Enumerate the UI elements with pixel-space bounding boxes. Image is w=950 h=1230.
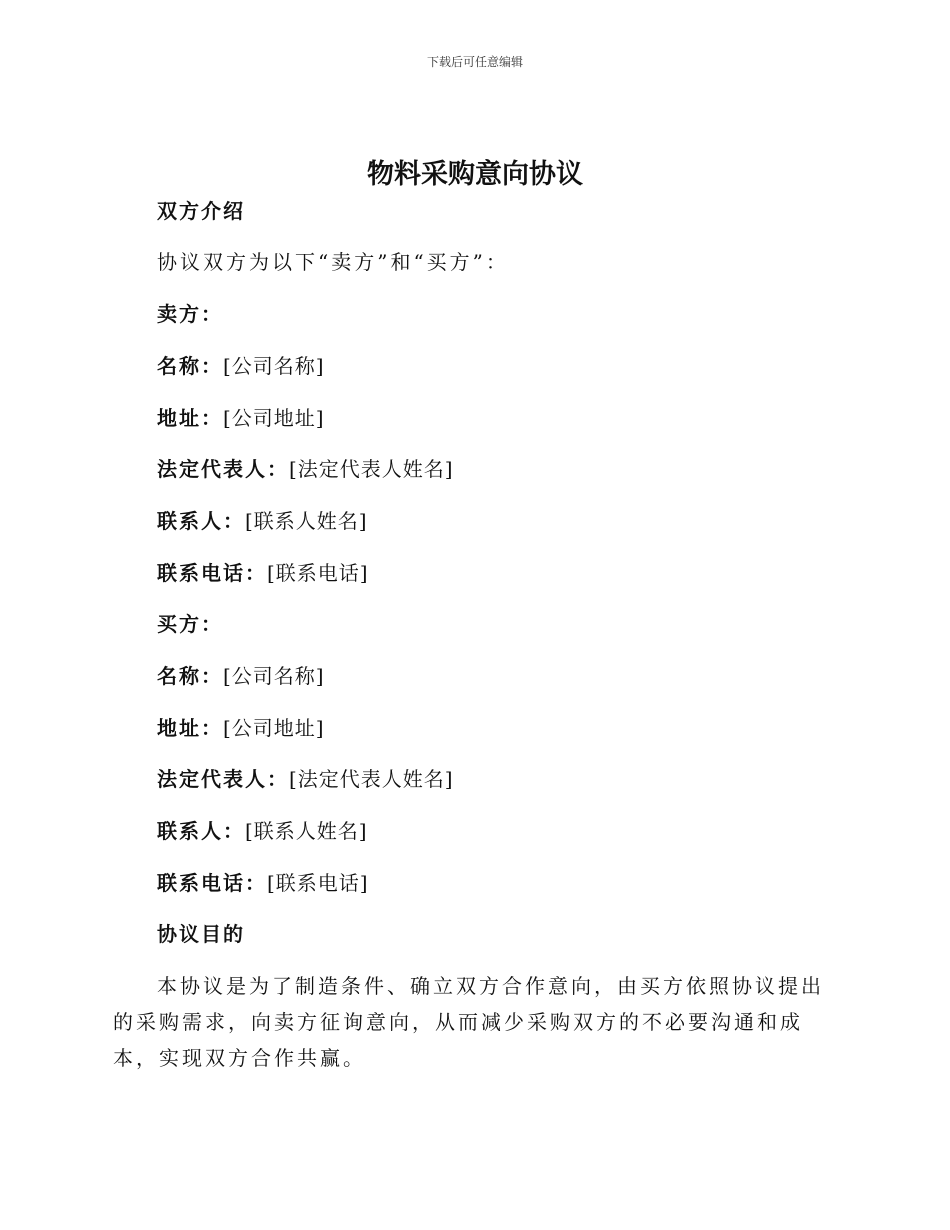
seller-rep-value: [法定代表人姓名] [289,457,454,481]
buyer-address-value: [公司地址] [223,716,325,740]
buyer-rep-row [157,765,454,793]
seller-contact-row [157,507,368,535]
buyer-rep-value: [法定代表人姓名] [289,767,454,791]
seller-phone-value: [联系电话] [267,561,369,585]
buyer-phone-row [157,869,369,897]
seller-name-value: [公司名称] [223,354,325,378]
seller-rep-row [157,455,454,483]
buyer-address-label: 地址： [157,716,223,740]
buyer-contact-value: [联系人姓名] [245,819,368,843]
seller-address-label: 地址： [157,406,223,430]
seller-rep-label: 法定代表人： [157,457,289,481]
section-heading-parties: 双方介绍 [157,199,245,223]
buyer-contact-label: 联系人： [157,819,245,843]
seller-name-label: 名称： [157,354,223,378]
buyer-name-value: [公司名称] [223,664,325,688]
purpose-paragraph: 本协议是为了制造条件、确立双方合作意向，由买方依照协议提出的采购需求，向卖方征询意向，从而减少采购双方的不必要沟通和成本，实现双方合作共赢。 [113,974,824,1070]
buyer-heading: 买方： [157,612,223,636]
buyer-phone-label: 联系电话： [157,871,267,895]
seller-address-value: [公司地址] [223,406,325,430]
buyer-contact-row [157,817,368,845]
buyer-phone-value: [联系电话] [267,871,369,895]
intro-text: 协议双方为以下“卖方”和“买方”： [157,250,509,274]
section-heading-purpose: 协议目的 [157,922,245,946]
buyer-rep-label: 法定代表人： [157,767,289,791]
seller-contact-label: 联系人： [157,509,245,533]
seller-phone-label: 联系电话： [157,561,267,585]
page-header-note: 下载后可任意编辑 [426,55,523,69]
seller-heading: 卖方： [157,302,223,326]
document-title: 物料采购意向协议 [367,159,583,190]
buyer-address-row [157,714,325,742]
seller-address-row [157,404,325,432]
buyer-name-label: 名称： [157,664,223,688]
seller-name-row [157,352,325,380]
seller-phone-row [157,559,369,587]
buyer-name-row [157,662,325,690]
seller-contact-value: [联系人姓名] [245,509,368,533]
